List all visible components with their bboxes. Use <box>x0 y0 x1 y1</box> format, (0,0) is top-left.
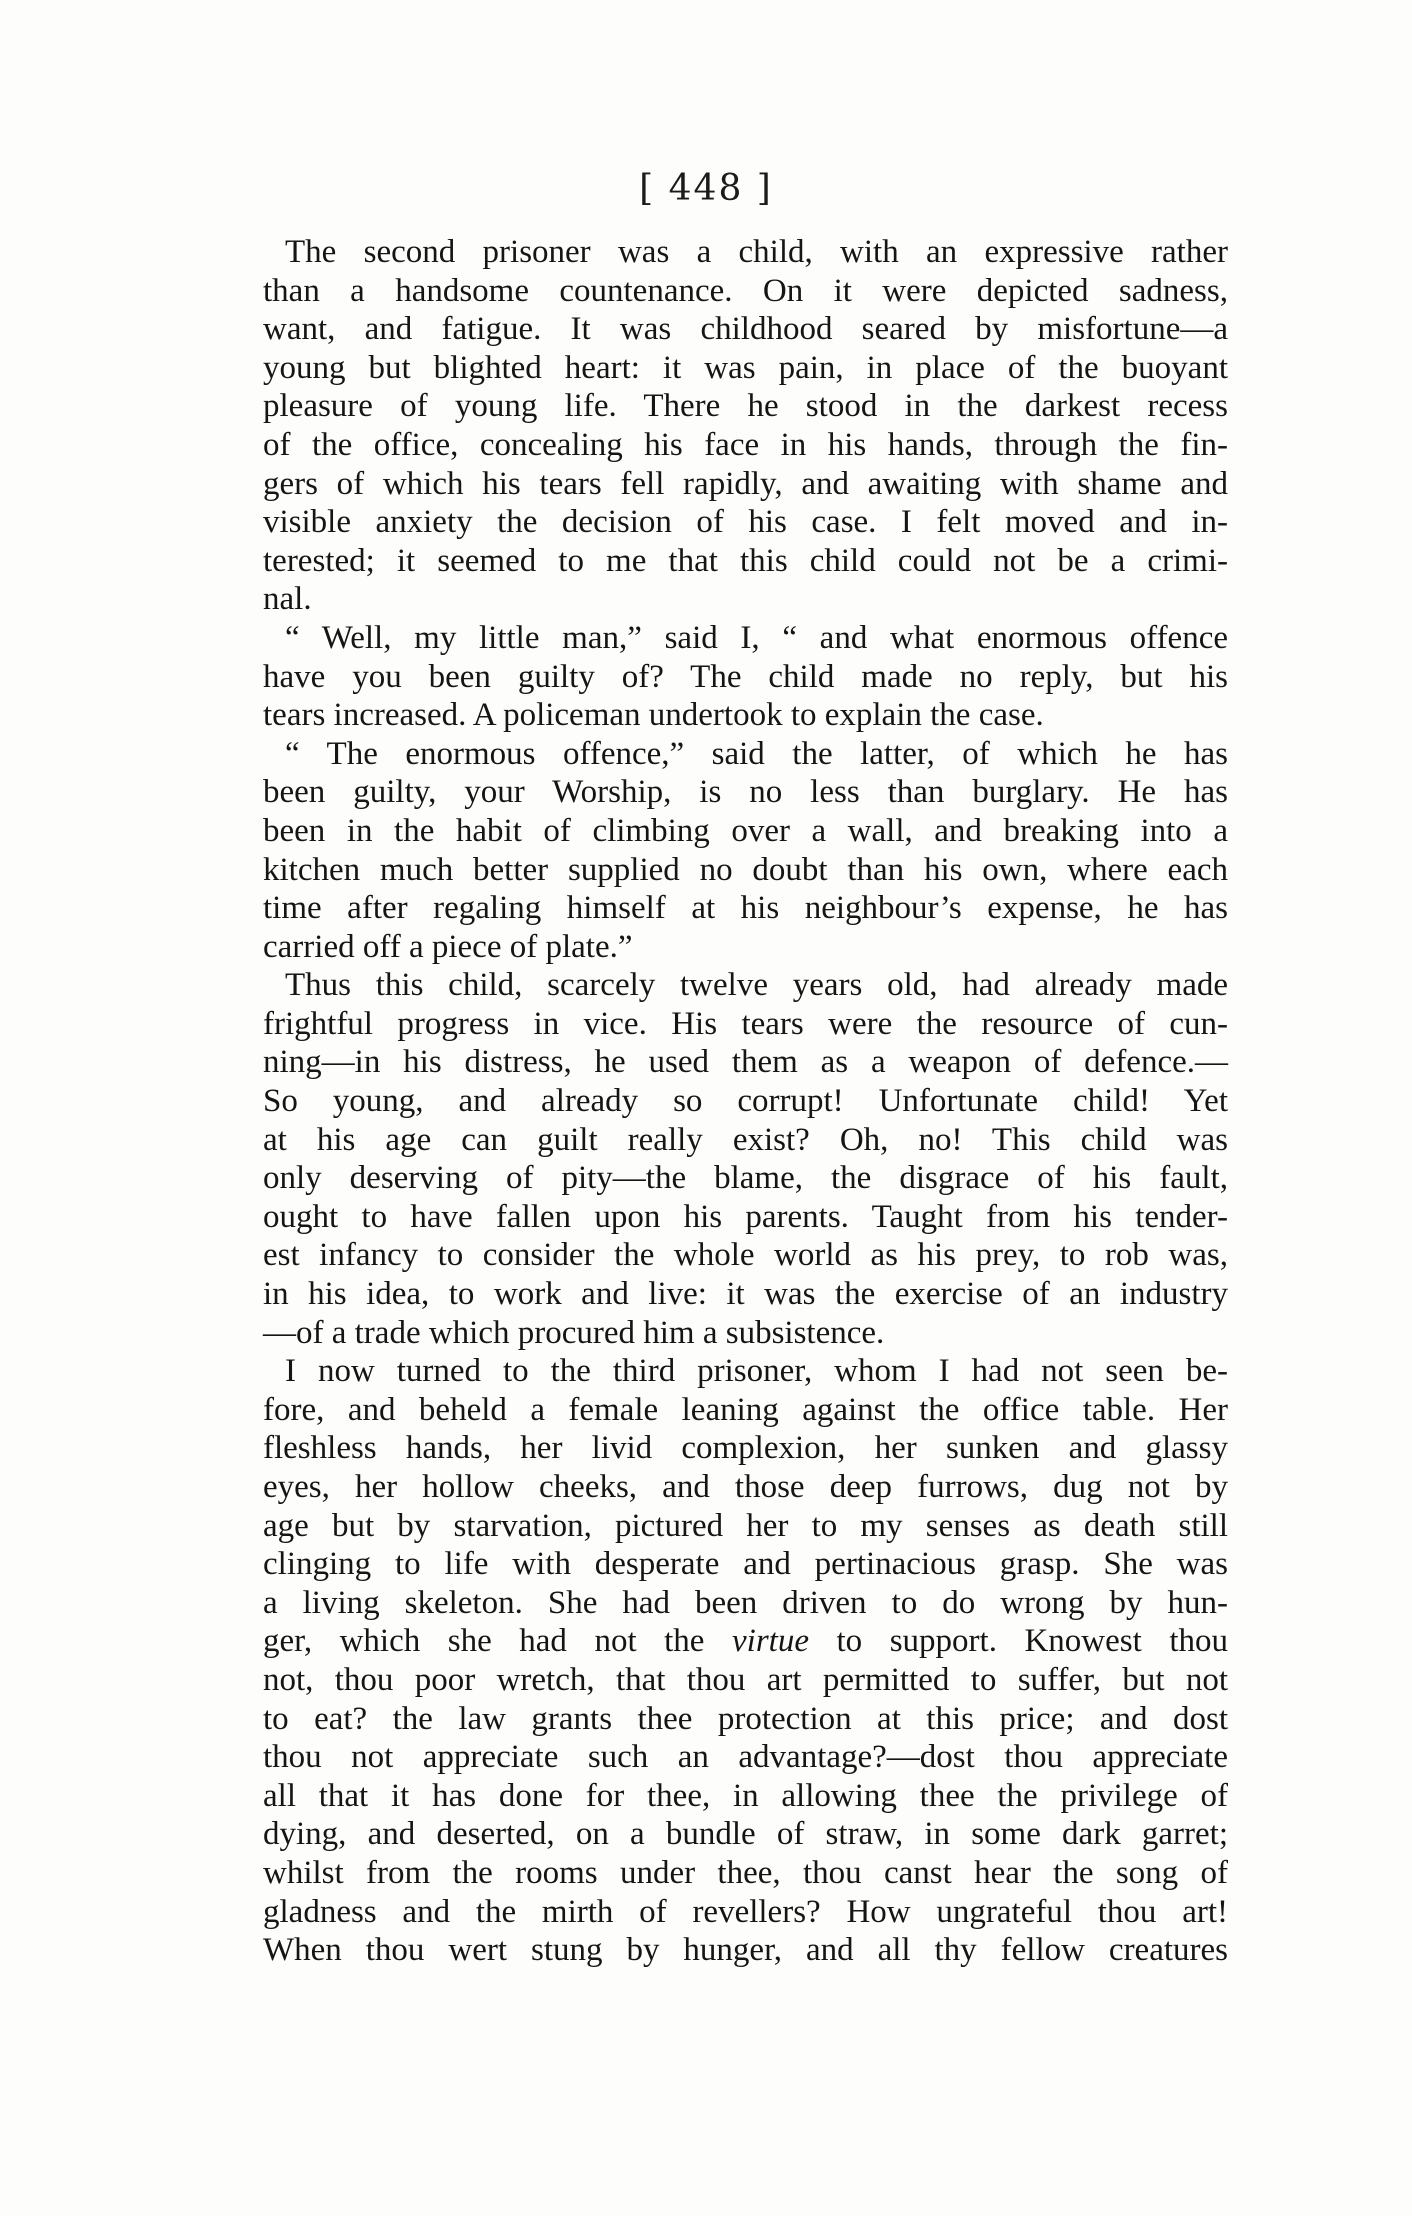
text-line: clinging to life with desperate and pertinacious grasp. She was <box>263 1546 1228 1583</box>
text-line: “ Well, my little man,” said I, “ and what enormous offence <box>285 619 1228 656</box>
text-line: not, thou poor wretch, that thou art permitted to suffer, but not <box>263 1661 1228 1698</box>
text-line: in his idea, to work and live: it was the exercise of an industry <box>263 1276 1228 1313</box>
text-line: When thou wert stung by hunger, and all thy fellow creatures <box>263 1932 1228 1969</box>
text-line: to eat? the law grants thee protection at this price; and dost <box>263 1700 1228 1737</box>
text-line: I now turned to the third prisoner, whom I had not seen be- <box>285 1353 1228 1390</box>
text-line: tears increased. A policeman undertook to explain the case. <box>263 697 1044 734</box>
text-line: gladness and the mirth of revellers? How ungrateful thou art! <box>263 1893 1228 1930</box>
text-line: been in the habit of climbing over a wall, and breaking into a <box>263 812 1228 849</box>
text-line: gers of which his tears fell rapidly, and awaiting with shame and <box>263 465 1228 502</box>
text-line: a living skeleton. She had been driven to do wrong by hun- <box>263 1584 1228 1621</box>
text-line: dying, and deserted, on a bundle of straw, in some dark garret; <box>263 1816 1228 1853</box>
text-run: ger, which she had not the <box>263 1623 705 1660</box>
text-line: So young, and already so corrupt! Unfortunate child! Yet <box>263 1083 1228 1120</box>
page-number: [ 448 ] <box>639 168 773 209</box>
text-line: whilst from the rooms under thee, thou canst hear the song of <box>263 1854 1228 1891</box>
text-line: nal. <box>263 581 312 618</box>
text-line: carried off a piece of plate.” <box>263 928 633 965</box>
text-line: been guilty, your Worship, is no less than burglary. He has <box>263 774 1228 811</box>
text-line: ought to have fallen upon his parents. Taught from his tender- <box>263 1198 1228 1235</box>
text-run: to support. Knowest thou <box>808 1623 1228 1660</box>
text-line: thou not appreciate such an advantage?—dost thou appreciate <box>263 1739 1228 1776</box>
text-line: fleshless hands, her livid complexion, her sunken and glassy <box>263 1430 1228 1467</box>
text-line: want, and fatigue. It was childhood seared by misfortune—a <box>263 311 1228 348</box>
text-line: eyes, her hollow cheeks, and those deep furrows, dug not by <box>263 1469 1228 1505</box>
text-line: only deserving of pity—the blame, the disgrace of his fault, <box>263 1160 1228 1197</box>
text-line: visible anxiety the decision of his case. I felt moved and in- <box>263 504 1228 541</box>
text-line: ning—in his distress, he used them as a weapon of defence.— <box>263 1044 1228 1081</box>
text-line: age but by starvation, pictured her to my senses as death still <box>263 1507 1228 1544</box>
text-line: pleasure of young life. There he stood in the darkest recess <box>263 388 1228 425</box>
text-line: than a handsome countenance. On it were depicted sadness, <box>263 272 1228 309</box>
text-line: fore, and beheld a female leaning against the office table. Her <box>263 1391 1228 1428</box>
text-line <box>263 1622 1228 1661</box>
text-line: terested; it seemed to me that this child could not be a crimi- <box>263 542 1228 579</box>
body-text <box>263 233 1228 1970</box>
text-line: time after regaling himself at his neighbour’s expense, he has <box>263 890 1228 927</box>
text-line: at his age can guilt really exist? Oh, no! This child was <box>263 1121 1228 1158</box>
text-line: frightful progress in vice. His tears were the resource of cun- <box>263 1005 1228 1042</box>
text-line: —of a trade which procured him a subsistence. <box>263 1314 885 1351</box>
text-line: kitchen much better supplied no doubt than his own, where each <box>263 851 1228 888</box>
text-line: The second prisoner was a child, with an expressive rather <box>285 234 1228 270</box>
text-line: est infancy to consider the whole world as his prey, to rob was, <box>263 1237 1228 1274</box>
text-line: Thus this child, scarcely twelve years old, had already made <box>285 967 1228 1004</box>
italic-word: virtue <box>732 1623 809 1660</box>
text-line: have you been guilty of? The child made no reply, but his <box>263 658 1228 695</box>
text-line: all that it has done for thee, in allowing thee the privilege of <box>263 1777 1228 1814</box>
text-line: “ The enormous offence,” said the latter, of which he has <box>285 735 1228 772</box>
text-line: young but blighted heart: it was pain, in place of the buoyant <box>263 349 1228 386</box>
text-line: of the office, concealing his face in his hands, through the fin- <box>263 426 1228 463</box>
